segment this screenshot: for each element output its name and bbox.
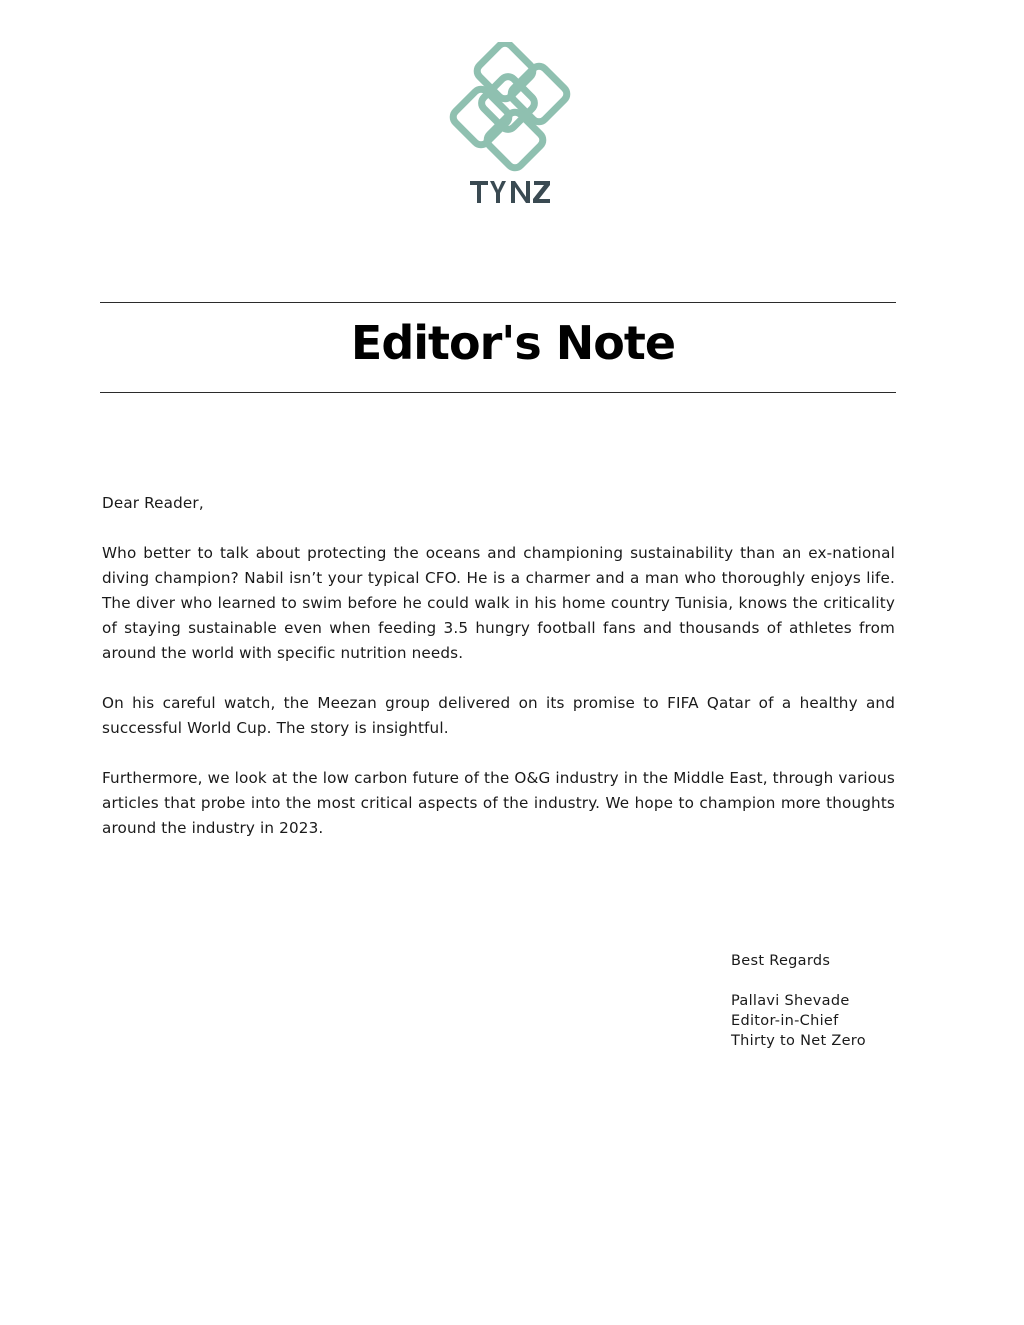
salutation: Dear Reader, [102, 494, 204, 512]
letter-body [102, 491, 895, 866]
closing: Best Regards [731, 953, 831, 969]
author-name: Pallavi Shevade [731, 993, 850, 1009]
title-rule-bottom [100, 392, 896, 393]
paragraph: Furthermore, we look at the low carbon future of the O&G industry in the Middle East, through various articles that probe into the most critical aspects of the industry. We hope to champion more thoughts around the industry in 2023. [102, 769, 895, 837]
paragraph: Who better to talk about protecting the oceans and championing sustainability than an ex-national diving champion? Nabil isn’t your typical CFO. He is a charmer and a man who thoroughly enjoys life. The diver who learned to swim before he could walk in his home country Tunisia, knows the criticality of staying sustainable even when feeding 3.5 hungry football fans and thousands of athletes from around the world with specific nutrition needs. [102, 544, 895, 662]
title-rule-top [100, 302, 896, 303]
author-organization: Thirty to Net Zero [731, 1033, 866, 1049]
author-role: Editor-in-Chief [731, 1013, 839, 1029]
page-title: Editor's Note [350, 316, 676, 370]
paragraph: On his careful watch, the Meezan group delivered on its promise to FIFA Qatar of a healthy and successful World Cup. The story is insightful. [102, 694, 895, 737]
tynz-logo [437, 42, 577, 214]
signoff-block [731, 951, 971, 1051]
